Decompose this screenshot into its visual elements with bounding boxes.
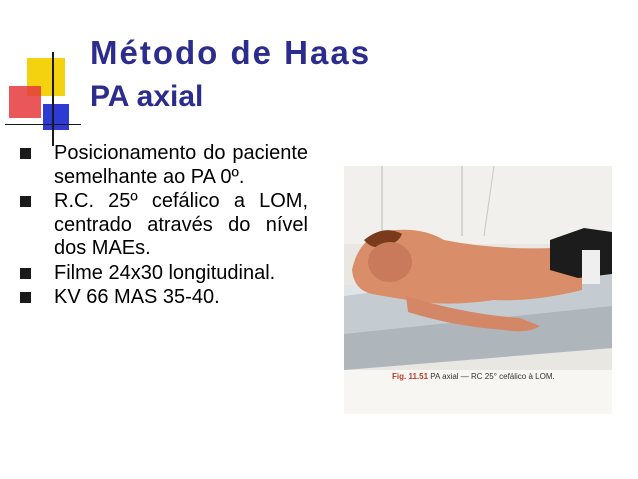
figure-number: Fig. 11.51 (392, 372, 429, 381)
bullet-square-icon (20, 268, 31, 279)
bullet-text: Filme 24x30 longitudinal. (54, 261, 276, 284)
bullet-text: R.C. 25º cefálico a LOM, centrado através do nível dos MAEs. (54, 190, 308, 259)
bullet-text: KV 66 MAS 35-40. (54, 286, 220, 308)
bullet-text: Posicionamento do paciente semelhante ao PA 0º. (54, 142, 308, 188)
bullet-square-icon (20, 148, 31, 159)
bullet-list (18, 142, 308, 311)
figure-caption-text: PA axial — RC 25° cefálico à LOM. (430, 372, 555, 381)
slide-subtitle: PA axial (90, 80, 204, 113)
bullet-item (18, 190, 308, 261)
decor-horizontal-line (5, 124, 81, 125)
slide-title: Método de Haas (90, 34, 372, 71)
bullet-item (18, 142, 308, 189)
decor-red-square (9, 86, 41, 118)
bullet-square-icon (20, 292, 31, 303)
patient-position-photo (344, 166, 612, 414)
decor-blue-square (43, 104, 69, 130)
photo-illustration (344, 166, 612, 370)
bullet-item (18, 286, 308, 310)
bullet-item (18, 262, 308, 286)
figure-caption (392, 372, 608, 381)
bullet-square-icon (20, 196, 31, 207)
decor-vertical-line (52, 52, 54, 146)
